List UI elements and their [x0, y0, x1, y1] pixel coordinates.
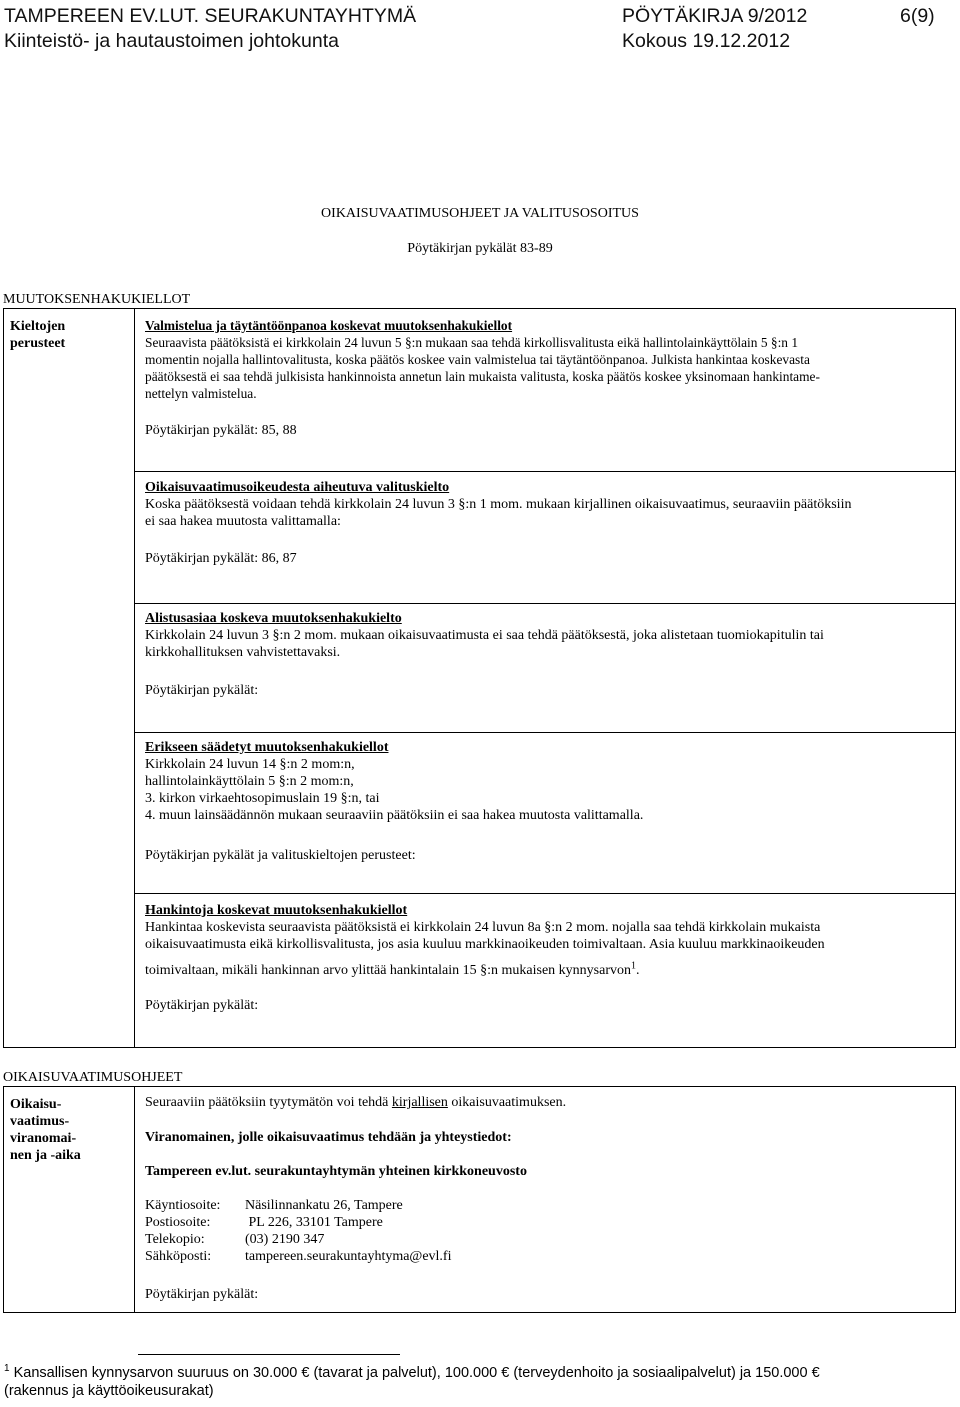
ban-block-confirmation	[145, 610, 824, 661]
contact-value: Näsilinnankatu 26, Tampere	[245, 1198, 403, 1213]
document-sections: Pöytäkirjan pykälät 83-89	[407, 241, 553, 256]
appeal-bans-label-column	[3, 308, 135, 1048]
document-title: OIKAISUVAATIMUSOHJEET JA VALITUSOSOITUS	[321, 206, 639, 221]
block-sections: Pöytäkirjan pykälät: 86, 87	[145, 551, 297, 566]
footnote-text: Kansallisen kynnysarvon suuruus on 30.000 € (tavarat ja palvelut), 100.000 € (terveydenhoito ja sosiaalipalvelut) ja 150.000 €	[13, 1365, 820, 1381]
block-line: Hankintaa koskevista seuraavista päätöksistä ei kirkkolain 24 luvun 8a §:n 2 mom. nojalla saa tehdä kirkkolain mukaista	[145, 920, 821, 935]
block-line: toimivaltaan, mikäli hankinnan arvo ylittää hankintalain 15 §:n mukaisen kynnysarvon	[145, 963, 632, 978]
block-line: oikaisuvaatimusta eikä kirkollisvalitusta, jos asia kuuluu markkinaoikeuden toimivaltaan. Asia kuuluu markkinaoikeuden	[145, 937, 825, 952]
contact-row-visit	[145, 1197, 451, 1214]
email-link[interactable]: tampereen.seurakuntayhtyma@evl.fi	[245, 1249, 452, 1264]
block-divider	[134, 471, 956, 472]
contact-key: Käyntiosoite:	[145, 1198, 221, 1213]
authority-heading: Viranomainen, jolle oikaisuvaatimus tehdään ja yhteystiedot:	[145, 1130, 512, 1145]
block-sections: Pöytäkirjan pykälät:	[145, 998, 259, 1013]
footnote	[4, 1364, 820, 1400]
footnote-line-1	[4, 1364, 820, 1382]
ban-block-rectification	[145, 479, 851, 530]
contact-key: Postiosoite:	[145, 1215, 211, 1230]
document-id: PÖYTÄKIRJA 9/2012	[622, 5, 808, 27]
footnote-mark: 1	[4, 1363, 10, 1375]
side-label-line: vaatimus-	[10, 1114, 70, 1129]
side-label-line: viranomai-	[10, 1131, 77, 1146]
contact-key: Sähköposti:	[145, 1249, 212, 1264]
block-title: Oikaisuvaatimusoikeudesta aiheutuva valituskielto	[145, 480, 450, 495]
block-line: ei saa hakea muutosta valittamalla:	[145, 514, 341, 529]
contact-value: PL 226, 33101 Tampere	[245, 1215, 383, 1230]
appeal-bans-heading: MUUTOKSENHAKUKIELLOT	[3, 292, 191, 307]
footnote-line-2: (rakennus ja käyttöoikeusurakat)	[4, 1383, 214, 1399]
intro-emphasis: kirjallisen	[391, 1095, 448, 1110]
block-line-end: .	[636, 963, 640, 978]
contact-row-fax	[145, 1231, 451, 1248]
block-line: nettelyn valmistelua.	[145, 386, 257, 401]
ban-block-preparation	[145, 317, 820, 402]
block-line: Kirkkolain 24 luvun 14 §:n 2 mom:n,	[145, 757, 355, 772]
ban-block-specific	[145, 739, 643, 824]
ban-block-procurement	[145, 902, 825, 979]
meeting-date: Kokous 19.12.2012	[622, 30, 791, 52]
side-label-line-2: perusteet	[10, 336, 66, 351]
rectification-sections: Pöytäkirjan pykälät:	[145, 1287, 259, 1302]
rectification-label-column	[3, 1086, 135, 1313]
block-line: päätöksestä ei saa tehdä julkisista hankinnoista annetun lain mukaista valitusta, koska päätös koskee yksinomaan hankintame-	[145, 369, 820, 384]
intro-text: Seuraaviin päätöksiin tyytymätön voi tehdä	[145, 1095, 392, 1110]
block-line: Koska päätöksestä voidaan tehdä kirkkolain 24 luvun 3 §:n 1 mom. mukaan kirjallinen oikaisuvaatimus, seuraaviin päätöksiin	[145, 497, 852, 512]
block-title: Erikseen säädetyt muutoksenhakukiellot	[145, 740, 389, 755]
block-sections: Pöytäkirjan pykälät: 85, 88	[145, 423, 297, 438]
contact-list	[145, 1197, 451, 1265]
side-label-line: nen ja -aika	[10, 1148, 81, 1163]
side-label-line-1: Kieltojen	[10, 319, 66, 334]
board-name: Kiinteistö- ja hautaustoimen johtokunta	[4, 30, 339, 52]
authority-name: Tampereen ev.lut. seurakuntayhtymän yhteinen kirkkoneuvosto	[145, 1164, 527, 1179]
contact-key: Telekopio:	[145, 1232, 205, 1247]
rectification-side-label	[10, 1096, 81, 1164]
block-title: Hankintoja koskevat muutoksenhakukiellot	[145, 903, 408, 918]
organization-name: TAMPEREEN EV.LUT. SEURAKUNTAYHTYMÄ	[4, 5, 417, 27]
contact-row-email	[145, 1248, 451, 1265]
rectification-intro	[145, 1094, 566, 1111]
block-divider	[134, 893, 956, 894]
block-line-with-footnote	[145, 962, 825, 979]
side-label-line: Oikaisu-	[10, 1097, 62, 1112]
block-sections: Pöytäkirjan pykälät:	[145, 683, 259, 698]
rectification-heading: OIKAISUVAATIMUSOHJEET	[3, 1070, 183, 1085]
block-line: momentin nojalla hallintovalitusta, koska päätös koskee vain valmistelua tai täytäntöönpanoa. Julkista hankintaa koskevasta	[145, 352, 810, 367]
footnote-reference[interactable]: 1	[631, 960, 637, 972]
block-line: 4. muun lainsäädännön mukaan seuraaviin päätöksiin ei saa hakea muutosta valittamalla.	[145, 808, 644, 823]
block-line: kirkkohallituksen vahvistettavaksi.	[145, 645, 341, 660]
page-number: 6(9)	[900, 5, 935, 27]
block-title: Valmistelua ja täytäntöönpanoa koskevat muutoksenhakukiellot	[145, 318, 513, 333]
contact-row-postal	[145, 1214, 451, 1231]
block-line: 3. kirkon virkaehtosopimuslain 19 §:n, tai	[145, 791, 380, 806]
block-divider	[134, 603, 956, 604]
block-line: hallintolainkäyttölain 5 §:n 2 mom:n,	[145, 774, 354, 789]
block-line: Kirkkolain 24 luvun 3 §:n 2 mom. mukaan oikaisuvaatimusta ei saa tehdä päätöksestä, joka alistetaan tuomiokapitulin tai	[145, 628, 824, 643]
block-divider	[134, 732, 956, 733]
intro-text-end: oikaisuvaatimuksen.	[447, 1095, 567, 1110]
contact-value: (03) 2190 347	[245, 1232, 325, 1247]
block-title: Alistusasiaa koskeva muutoksenhakukielto	[145, 611, 402, 626]
block-sections: Pöytäkirjan pykälät ja valituskieltojen perusteet:	[145, 848, 416, 863]
footnote-separator	[138, 1354, 400, 1355]
block-line: Seuraavista päätöksistä ei kirkkolain 24 luvun 5 §:n mukaan saa tehdä kirkollisvalitusta eikä hallintolainkäyttölain 5 §:n 1	[145, 335, 799, 350]
